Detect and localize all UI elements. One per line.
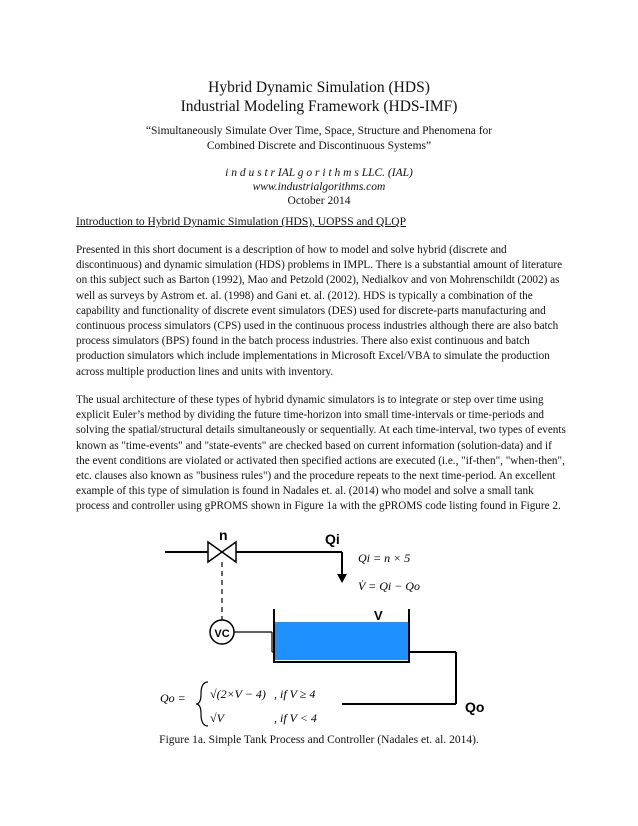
case-1-condition: , if V ≥ 4 bbox=[274, 687, 316, 701]
outflow-label: Qo bbox=[465, 699, 485, 715]
tank-process-figure bbox=[150, 522, 500, 732]
valve-label: n bbox=[219, 527, 228, 543]
volume-equation: V̇ = Qi − Qo bbox=[358, 579, 420, 593]
valve-right-icon bbox=[222, 542, 236, 562]
piecewise-brace bbox=[196, 682, 208, 726]
piecewise-lhs: Qo = bbox=[160, 691, 186, 705]
title-line-2: Industrial Modeling Framework (HDS-IMF) bbox=[180, 98, 458, 115]
quote-line-2: Combined Discrete and Discontinuous Systems” bbox=[206, 140, 432, 152]
case-1-expression: √(2×V − 4) bbox=[210, 687, 266, 701]
document-title bbox=[0, 78, 638, 116]
inflow-arrow-icon bbox=[337, 574, 347, 583]
tank-label: V bbox=[374, 608, 383, 623]
website-link[interactable]: www.industrialgorithms.com bbox=[252, 181, 386, 193]
paragraph-introduction: Presented in this short document is a description of how to model and solve hybrid (discrete and discontinuous) and dynamic simulation (HDS) problems in IMPL. There is a substantial amount of literature on this subject such as Barton (1992), Mao and Petzold (2002), Nedialkov and von Mohrenschildt (2002) as well as surveys by Astrom et. al. (1998) and Gani et. al. (2012). HDS is typically a combination of the capability and functionality of discrete event simulators (DES) used for discrete-parts manufacturing and continuous process simulators (CPS) used in the continuous process industries although there are also batch process simulators (BPS) found in the batch process industries. There also exist continuous and batch production simulators which include implementations in Microsoft Excel/VBA to simulate the production across multiple production lines and units with inventory. bbox=[76, 244, 563, 378]
paragraph-architecture: The usual architecture of these types of hybrid dynamic simulators is to integrate or step over time using explicit Euler’s method by dividing the future time-horizon into small time-intervals or time-periods and solving the spatial/structural details simultaneously or sequentially. At each time-interval, two types of events known as "time-events" and "state-events" are checked based on current information (solution-data) and if the event conditions are violated or activated then specified actions are executed (i.e., "if-then", "when-then", etc. clauses also known as "business rules") and the procedure repeats to the next time-period. An excellent example of this type of simulation is found in Nadales et. al. (2014) who model and solve a small tank process and controller using gPROMS shown in Figure 1a with the gPROMS code listing found in Figure 2. bbox=[76, 394, 566, 513]
title-line-1: Hybrid Dynamic Simulation (HDS) bbox=[208, 79, 430, 96]
organization-name: i n d u s t r IAL g o r i t h m s LLC. (IAL) bbox=[225, 167, 413, 179]
valve-left-icon bbox=[208, 542, 222, 562]
case-2-expression: √V bbox=[210, 711, 224, 725]
section-heading: Introduction to Hybrid Dynamic Simulation (HDS), UOPSS and QLQP bbox=[76, 216, 406, 228]
inflow-label: Qi bbox=[325, 531, 340, 547]
inflow-equation: Qi = n × 5 bbox=[358, 551, 411, 565]
controller-label: VC bbox=[214, 628, 230, 640]
case-2-condition: , if V < 4 bbox=[274, 711, 317, 725]
tagline-quote bbox=[0, 124, 638, 154]
organization-block bbox=[0, 166, 638, 208]
tank-water bbox=[274, 622, 409, 660]
figure-caption: Figure 1a. Simple Tank Process and Controller (Nadales et. al. 2014). bbox=[159, 734, 479, 746]
quote-line-1: “Simultaneously Simulate Over Time, Space, Structure and Phenomena for bbox=[145, 125, 493, 137]
document-date: October 2014 bbox=[287, 195, 351, 207]
